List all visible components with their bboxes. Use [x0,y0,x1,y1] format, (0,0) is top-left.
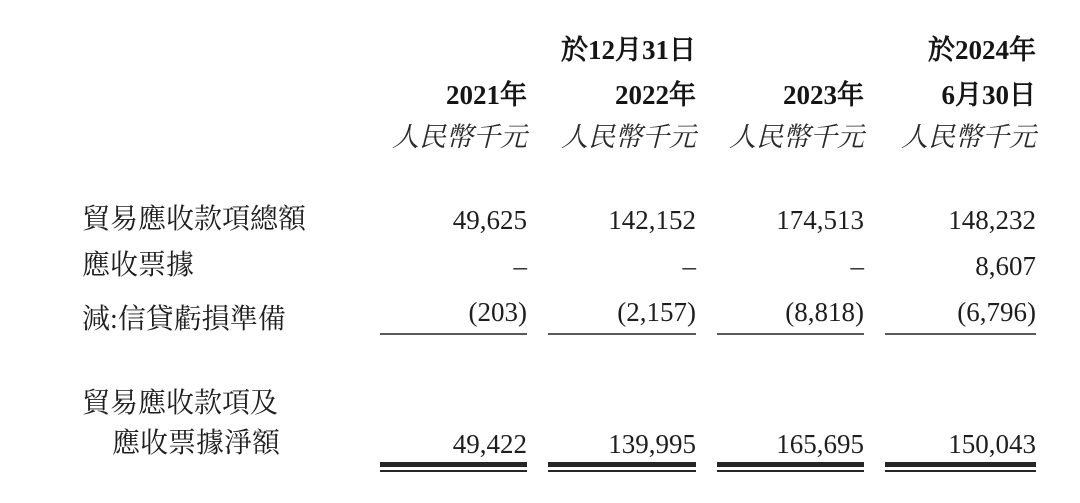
header-year-2021: 2021年 [446,80,527,110]
row-label: 應收票據淨額 [112,428,281,459]
header-unit-row [80,122,1036,152]
header-year-2023: 2023年 [783,80,864,110]
header-year-row [80,80,1036,110]
empty-cell [885,389,1036,419]
header-as-of-dec31: 於12月31日 [561,35,696,65]
row-label: 貿易應收款項及 [82,388,279,419]
row-notes-receivable [80,251,1036,281]
trade-receivables-table [80,36,1036,459]
value-cell: 139,995 [548,429,696,459]
unit-rmb-thousand: 人民幣千元 [901,122,1036,152]
empty-cell [717,389,864,419]
value-cell: (2,157) [548,297,696,335]
empty-cell [548,389,696,419]
value-cell: 142,152 [608,205,696,235]
header-empty-cell [717,36,864,64]
header-empty-label-cell [80,80,359,110]
row-net-total [80,429,1036,459]
value-cell: – [850,251,864,281]
value-cell: 165,695 [717,429,864,459]
row-label: 貿易應收款項總額 [82,204,307,235]
header-june-30: 6月30日 [941,80,1036,110]
value-cell: 49,422 [380,429,527,459]
row-label: 應收票據 [82,250,195,281]
header-empty-cell [380,36,527,64]
row-trade-receivables-gross [80,205,1036,235]
value-cell: (203) [380,297,527,335]
unit-rmb-thousand: 人民幣千元 [729,122,864,152]
value-cell: 49,625 [452,205,527,235]
row-net-total-label-line1 [80,389,1036,419]
value-cell: – [513,251,527,281]
value-cell: 148,232 [948,205,1036,235]
header-year-2022: 2022年 [615,80,696,110]
value-cell: 8,607 [975,251,1036,281]
value-cell: 150,043 [885,429,1036,459]
value-cell: (6,796) [885,297,1036,335]
row-label: 減:信貸虧損準備 [82,304,286,335]
value-cell: – [682,251,696,281]
value-cell: (8,818) [717,297,864,335]
unit-rmb-thousand: 人民幣千元 [392,122,527,152]
header-group-row [80,36,1036,64]
empty-cell [380,389,527,419]
unit-rmb-thousand: 人民幣千元 [561,122,696,152]
header-empty-label-cell [80,36,359,64]
value-cell: 174,513 [776,205,864,235]
header-as-of-june-2024: 於2024年 [928,35,1036,65]
row-less-credit-loss-allowance [80,297,1036,335]
header-empty-label-cell [80,122,359,152]
